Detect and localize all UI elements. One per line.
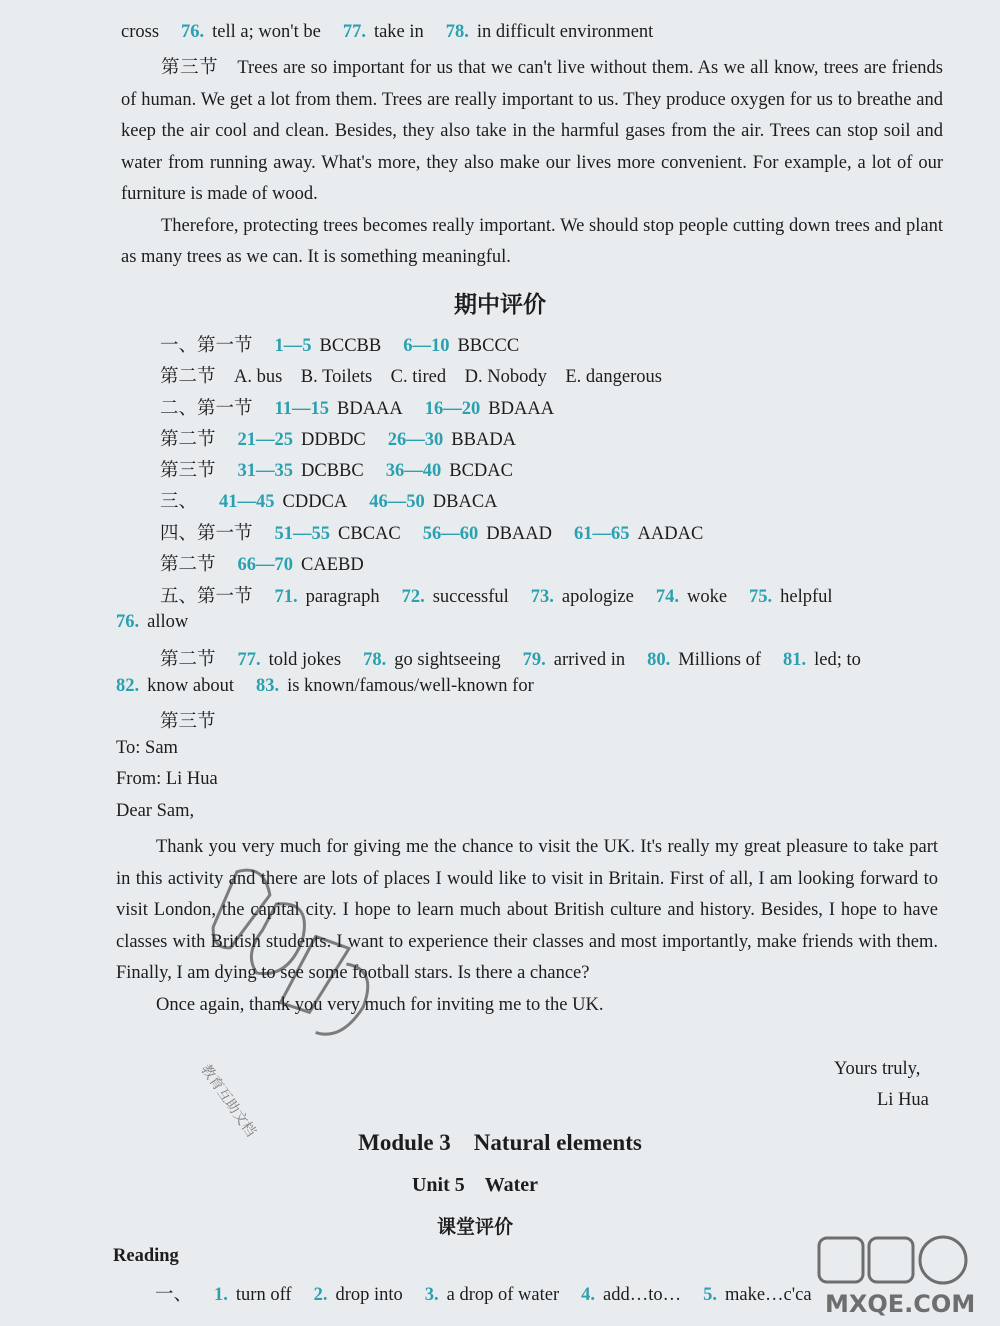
answer-line: [116, 612, 996, 633]
answer-text: 五、第一节: [160, 587, 253, 607]
answer-text: a drop of water: [446, 1285, 560, 1305]
item-number: 1.: [214, 1285, 228, 1305]
answer-text: helpful: [780, 587, 833, 607]
unit-title: Unit 5 Water: [411, 1174, 539, 1196]
essay-paragraph-1: 第三节 Trees are so important for us that we can't live without them. As we all know, trees are friends of human. We get a lot from them. Trees are really important to us. They produce oxygen for us to breathe and keep the air cool and clean. Besides, they also take in the harmful gases from the air. Trees can stop soil and water from running away. What's more, they also make our lives more convenient. For example, a lot of our furniture is made of wood.: [121, 58, 943, 204]
answer-text: CBCAC: [338, 524, 401, 544]
watermark-stamp: [140, 860, 390, 1140]
answer-text: make…c'ca: [725, 1285, 812, 1305]
answer-text: arrived in: [553, 650, 626, 670]
answer-text: BCCBB: [319, 336, 382, 356]
item-number: 16—20: [424, 399, 481, 419]
answer-text: take in: [373, 22, 424, 42]
item-number: 77.: [237, 650, 261, 670]
answer-text: told jokes: [268, 650, 342, 670]
letter-to: To: Sam: [116, 738, 178, 758]
answer-text: DBACA: [432, 492, 498, 512]
answer-text: paragraph: [305, 587, 380, 607]
answer-text: 三、: [160, 492, 198, 512]
svg-text:MXQE.COM: MXQE.COM: [825, 1290, 976, 1318]
answer-text: Millions of: [678, 650, 762, 670]
item-number: 21—25: [237, 430, 294, 450]
answer-text: cross: [121, 22, 160, 42]
item-number: 6—10: [403, 336, 450, 356]
item-number: 2.: [313, 1285, 328, 1305]
item-number: 80.: [647, 650, 671, 670]
answer-text: apologize: [561, 587, 634, 607]
answer-text: 第三节: [160, 712, 216, 732]
module-title: Module 3 Natural elements: [358, 1130, 642, 1155]
letter-signature: Li Hua: [877, 1090, 929, 1110]
item-number: 5.: [703, 1285, 717, 1305]
answer-line: [160, 582, 1000, 608]
top-answer-line: [121, 22, 1000, 43]
answer-line: [116, 676, 996, 697]
item-number: 41—45: [219, 492, 275, 512]
item-number: 4.: [581, 1285, 596, 1305]
item-number: 26—30: [387, 430, 444, 450]
watermark-logo: [815, 1232, 995, 1322]
item-number: 83.: [255, 676, 280, 696]
item-number: 81.: [783, 650, 807, 670]
answer-text: BDAAA: [488, 399, 555, 419]
answer-line: [160, 425, 1000, 451]
letter-closing: Yours truly,: [834, 1059, 921, 1079]
answer-text: led; to: [814, 650, 861, 670]
svg-text:教育互助文档: 教育互助文档: [197, 1061, 259, 1140]
answer-line: [160, 487, 1000, 513]
item-number: 77.: [342, 22, 366, 42]
essay-trees: [121, 53, 943, 274]
item-number: 76.: [181, 22, 205, 42]
answer-line: [160, 394, 1000, 420]
item-number: 1—5: [274, 336, 312, 356]
answer-text: successful: [432, 587, 509, 607]
answer-text: woke: [686, 587, 728, 607]
answer-line: [160, 550, 1000, 576]
answer-text: tell a; won't be: [212, 22, 321, 42]
essay-paragraph-2: Therefore, protecting trees becomes really important. We should stop people cutting down trees and plant as many trees as we can. It is something meaningful.: [121, 215, 943, 267]
answer-line: [160, 456, 1000, 482]
answer-text: turn off: [235, 1285, 292, 1305]
answer-text: allow: [147, 612, 189, 632]
answer-text: AADAC: [637, 524, 704, 544]
item-number: 51—55: [274, 524, 331, 544]
answer-text: drop into: [335, 1285, 403, 1305]
item-number: 73.: [530, 587, 554, 607]
answer-line: [160, 707, 1000, 733]
item-number: 71.: [274, 587, 298, 607]
answer-line: [160, 331, 1000, 357]
item-number: 72.: [401, 587, 425, 607]
answer-text: 第二节 A. bus B. Toilets C. tired D. Nobody E. dangerous: [160, 367, 662, 387]
reading-label: Reading: [113, 1246, 179, 1266]
item-number: 78.: [445, 22, 469, 42]
item-number: 3.: [424, 1285, 439, 1305]
answer-text: 第二节: [160, 650, 216, 670]
answer-text: 第三节: [160, 461, 216, 481]
item-number: 82.: [116, 676, 140, 696]
answer-text: 四、第一节: [160, 524, 253, 544]
answer-text: 第二节: [160, 430, 216, 450]
answer-line: [160, 645, 1000, 671]
answer-text: CDDCA: [282, 492, 348, 512]
answer-text: 一、第一节: [160, 336, 253, 356]
item-number: 75.: [749, 587, 773, 607]
answer-line: [160, 362, 1000, 388]
answer-text: in difficult environment: [476, 22, 654, 42]
answer-text: know about: [147, 676, 234, 696]
answer-text: DCBBC: [301, 461, 364, 481]
answer-text: 二、第一节: [160, 399, 253, 419]
answer-text: BDAAA: [337, 399, 403, 419]
answer-text: DBAAD: [486, 524, 553, 544]
item-number: 61—65: [574, 524, 630, 544]
item-number: 74.: [655, 587, 679, 607]
answer-text: CAEBD: [301, 555, 364, 575]
item-number: 79.: [522, 650, 546, 670]
letter-paragraph-2: Once again, thank you very much for inviting me to the UK.: [156, 994, 604, 1015]
answer-text: BBCCC: [457, 336, 520, 356]
answer-text: BCDAC: [449, 461, 513, 481]
item-number: 11—15: [274, 399, 329, 419]
item-number: 36—40: [385, 461, 442, 481]
letter-from: From: Li Hua: [116, 769, 218, 789]
letter-greeting: Dear Sam,: [116, 801, 195, 821]
answer-text: go sightseeing: [394, 650, 501, 670]
answer-text: is known/famous/well-known for: [287, 676, 534, 696]
answer-line: [160, 519, 1000, 545]
section-title: 课堂评价: [436, 1216, 513, 1238]
item-number: 56—60: [422, 524, 479, 544]
midterm-title: 期中评价: [454, 292, 546, 318]
item-number: 66—70: [237, 555, 294, 575]
answer-text: BBADA: [451, 430, 517, 450]
answer-text: 一、: [155, 1285, 193, 1305]
item-number: 31—35: [237, 461, 294, 481]
item-number: 76.: [116, 612, 140, 632]
answer-text: DDBDC: [301, 430, 366, 450]
answer-text: add…to…: [603, 1285, 682, 1305]
item-number: 78.: [363, 650, 387, 670]
answer-text: 第二节: [160, 555, 216, 575]
letter-paragraph-1: Thank you very much for giving me the chance to visit the UK. It's really my great pleasure to take part in this activity and there are lots of places I would like to visit in Britain. First of all, I am looking forward to visit London, the capital city. I hope to learn much about British culture and history. Besides, I hope to have classes with British students. I want to experience their classes and most importantly, make friends with them. Finally, I am dying to see some football stars. Is there a chance?: [116, 837, 938, 983]
item-number: 46—50: [369, 492, 425, 512]
